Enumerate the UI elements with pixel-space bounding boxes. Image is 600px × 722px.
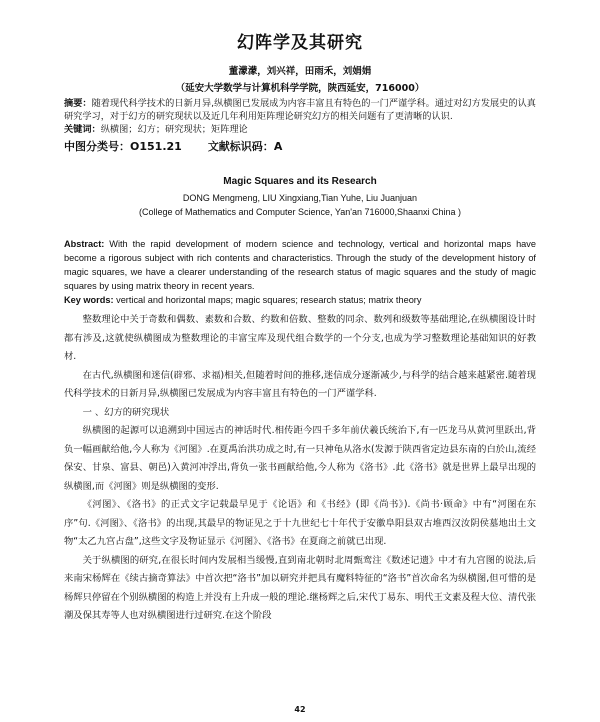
- affiliation-en: (College of Mathematics and Computer Science, Yan'an 716000,Shaanxi China ): [138, 207, 462, 217]
- classification-line: [64, 138, 536, 154]
- authors-cn: 董濛濛，刘兴祥，田雨禾，刘娟娟: [228, 66, 372, 77]
- body-paragraph-4: 《河图》、《洛书》的正式文字记载最早见于《论语》和《书经》(即《尚书》).《尚书·顾命》中有“河图在东序”句.《河图》、《洛书》的出现,其最早的物证见之于十九世纪七十年代于安徽阜阳县双古堆西汉汝阴侯墓地出土文物“太乙九宫占盘”,这些文字及物证显示《河图》、《洛书》在夏商之前就已出现.: [64, 499, 536, 547]
- abstract-en-text: With the rapid development of modern science and technology, vertical and horizontal maps have become a rigorous subject with rich contents and characteristics. Through the study of the development history of magic squares, we have a clearer understanding of the research status of magic squares and the study of magic squares by using matrix theory in recent years.: [64, 239, 536, 291]
- authors-en: DONG Mengmeng, LIU Xingxiang,Tian Yuhe, Liu Juanjuan: [182, 193, 418, 203]
- body-paragraph-3: 纵横图的起源可以追溯到中国远古的神话时代.相传距今四千多年前伏羲氏统治下,有一匹龙马从黄河里跃出,背负一幅画献给他,今人称为《河图》.在夏禹治洪功成之时,有一只神龟从洛水(发源于陕西省定边县东南的白於山,流经保安、甘泉、富县、朝邑)入黄河冲浮出,背负一张书画献给他,今人称为《洛书》.此《洛书》就是世界上最早出现的纵横图,而《河图》则是纵横图的变形.: [64, 425, 536, 492]
- abstract-en-label: Abstract:: [64, 239, 105, 249]
- class-number: [64, 138, 182, 154]
- class-number-label: 中图分类号：: [64, 140, 130, 153]
- title-cn: 幻阵学及其研究: [237, 33, 363, 53]
- class-number-value: O151.21: [130, 140, 182, 153]
- keywords-en-text: vertical and horizontal maps; magic squares; research status; matrix theory: [116, 295, 422, 305]
- body-paragraph-1: 整数理论中关于奇数和偶数、素数和合数、约数和倍数、整数的同余、数列和级数等基础理论,在纵横图设计时都有涉及,这就使纵横图成为整数理论的丰富宝库及现代组合数学的一个分支,也成为学习整数理论基础知识的好教材.: [64, 314, 536, 362]
- affiliation-cn: （延安大学数学与计算机科学学院，陕西延安，716000）: [175, 83, 425, 94]
- document-code-value: A: [273, 140, 283, 153]
- document-code: [208, 138, 283, 154]
- body-paragraph-5: 关于纵横图的研究,在很长时间内发展相当缓慢,直到南北朝时北周甄鸾注《数述记遗》中才有九宫图的说法,后来南宋杨辉在《续古摘奇算法》中首次把“洛书”加以研究并把具有魔料特征的“洛书”首次命名为纵横图,但可惜的是杨辉只停留在个别纵横图的构造上并没有上升成一般的理论.继杨辉之后,宋代丁易东、明代王文素及程大位、清代张潮及保其寿等人也对纵横图进行过研究.在这个阶段: [64, 554, 536, 621]
- keywords-en: [64, 293, 536, 307]
- abstract-cn-label: 摘要：: [64, 98, 92, 109]
- abstract-cn: [64, 97, 536, 123]
- section-heading-1: 一 、幻方的研究现状: [82, 406, 170, 418]
- keywords-en-label: Key words:: [64, 295, 114, 305]
- keywords-cn: [64, 123, 536, 136]
- page-number: 42: [294, 705, 306, 714]
- title-en: Magic Squares and its Research: [223, 176, 377, 187]
- body-paragraph-2: 在古代,纵横图和迷信(辟邪、求福)相关,但随着时间的推移,迷信成分逐渐减少,与科学的结合越来越紧密.随着现代科学技术的日新月异,纵横图已发展成为内容丰富且有特色的一门严谨学科.: [64, 369, 536, 399]
- abstract-en: [64, 237, 536, 293]
- document-code-label: 文献标识码：: [207, 140, 274, 153]
- abstract-cn-text: 随着现代科学技术的日新月异,纵横图已发展成为内容丰富且有特色的一门严谨学科。通过对幻方发展史的认真研究学习，对于幻方的研究现状以及近几年利用矩阵理论研究幻方的相关问题有了更清晰的认识.: [64, 98, 536, 122]
- keywords-cn-label: 关键词：: [64, 124, 101, 135]
- keywords-cn-text: 纵横图；幻方；研究现状；矩阵理论: [100, 124, 248, 135]
